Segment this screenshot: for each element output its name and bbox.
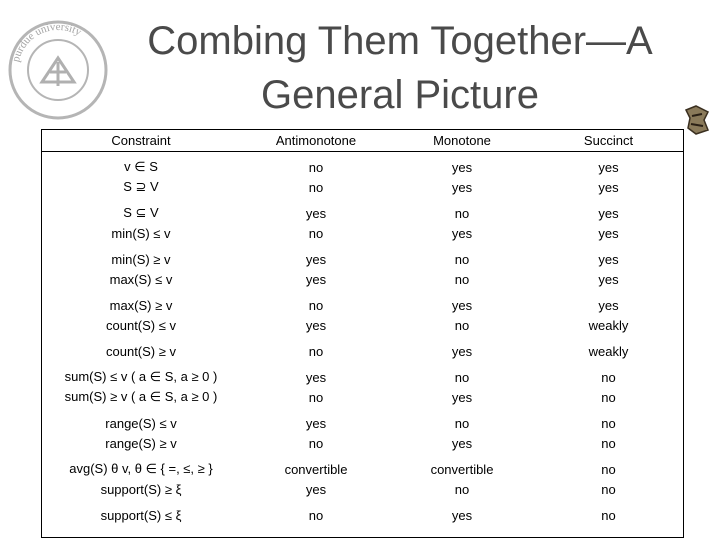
cell-succinct: no bbox=[601, 369, 616, 385]
title-line-2: General Picture bbox=[261, 73, 539, 117]
cell-antimonotone: no bbox=[308, 159, 324, 175]
slide-title bbox=[120, 14, 680, 122]
cell-succinct: yes bbox=[598, 159, 619, 175]
table-row bbox=[41, 387, 684, 407]
cell-antimonotone: no bbox=[308, 343, 324, 359]
cell-succinct: yes bbox=[598, 297, 619, 313]
cell-succinct: no bbox=[601, 389, 616, 405]
cell-succinct: no bbox=[601, 461, 616, 477]
cell-monotone: yes bbox=[451, 159, 473, 175]
cell-monotone: yes bbox=[451, 435, 473, 451]
cell-succinct: weakly bbox=[588, 317, 629, 333]
cell-succinct: yes bbox=[598, 251, 619, 267]
table-row bbox=[41, 479, 684, 499]
cell-constraint: range(S) ≥ v bbox=[105, 435, 177, 451]
table-row bbox=[41, 407, 684, 433]
header-antimonotone: Antimonotone bbox=[275, 132, 357, 148]
cell-antimonotone: yes bbox=[305, 317, 327, 333]
table-row bbox=[41, 223, 684, 243]
cell-constraint: avg(S) θ v, θ ∈ { =, ≤, ≥ } bbox=[69, 461, 213, 476]
cell-monotone: no bbox=[454, 481, 470, 497]
cell-monotone: convertible bbox=[430, 461, 494, 477]
cell-constraint: v ∈ S bbox=[124, 159, 158, 174]
cell-antimonotone: yes bbox=[305, 415, 327, 431]
cell-antimonotone: yes bbox=[305, 271, 327, 287]
cell-monotone: yes bbox=[451, 389, 473, 405]
cell-antimonotone: no bbox=[308, 225, 324, 241]
table-row bbox=[41, 315, 684, 335]
header-succinct: Succinct bbox=[583, 132, 634, 148]
table-row bbox=[41, 151, 684, 177]
cell-antimonotone: yes bbox=[305, 369, 327, 385]
cell-succinct: yes bbox=[598, 205, 619, 221]
cell-constraint: S ⊆ V bbox=[123, 205, 159, 220]
constraint-properties-table bbox=[41, 129, 684, 525]
table-row bbox=[41, 335, 684, 361]
cell-antimonotone: no bbox=[308, 179, 324, 195]
table-row bbox=[41, 177, 684, 197]
cell-monotone: no bbox=[454, 369, 470, 385]
cell-succinct: weakly bbox=[588, 343, 629, 359]
cell-constraint: max(S) ≤ v bbox=[109, 271, 173, 287]
cell-succinct: no bbox=[601, 415, 616, 431]
cell-antimonotone: no bbox=[308, 435, 324, 451]
cell-succinct: no bbox=[601, 507, 616, 523]
cell-monotone: yes bbox=[451, 297, 473, 313]
cell-monotone: no bbox=[454, 251, 470, 267]
corner-ornament-icon bbox=[682, 104, 712, 136]
table-row bbox=[41, 197, 684, 223]
cell-antimonotone: no bbox=[308, 507, 324, 523]
cell-monotone: yes bbox=[451, 179, 473, 195]
cell-antimonotone: yes bbox=[305, 205, 327, 221]
cell-antimonotone: no bbox=[308, 297, 324, 313]
cell-succinct: yes bbox=[598, 179, 619, 195]
cell-constraint: min(S) ≤ v bbox=[111, 225, 171, 241]
cell-monotone: yes bbox=[451, 507, 473, 523]
table-header-row bbox=[41, 129, 684, 151]
table-row bbox=[41, 453, 684, 479]
cell-constraint: min(S) ≥ v bbox=[111, 251, 171, 267]
table-row bbox=[41, 243, 684, 269]
cell-constraint: max(S) ≥ v bbox=[109, 297, 173, 313]
title-line-1: Combing Them Together—A bbox=[147, 19, 653, 63]
cell-succinct: yes bbox=[598, 225, 619, 241]
table-row bbox=[41, 269, 684, 289]
cell-monotone: no bbox=[454, 317, 470, 333]
cell-succinct: no bbox=[601, 435, 616, 451]
cell-constraint: count(S) ≤ v bbox=[106, 317, 176, 333]
university-seal-logo bbox=[4, 12, 112, 120]
cell-monotone: no bbox=[454, 205, 470, 221]
cell-monotone: no bbox=[454, 271, 470, 287]
header-constraint: Constraint bbox=[111, 132, 171, 148]
cell-antimonotone: yes bbox=[305, 481, 327, 497]
cell-constraint: range(S) ≤ v bbox=[105, 415, 177, 431]
cell-monotone: yes bbox=[451, 343, 473, 359]
cell-antimonotone: convertible bbox=[284, 461, 348, 477]
table-row bbox=[41, 433, 684, 453]
cell-succinct: no bbox=[601, 481, 616, 497]
cell-constraint: count(S) ≥ v bbox=[106, 343, 176, 359]
cell-monotone: yes bbox=[451, 225, 473, 241]
cell-succinct: yes bbox=[598, 271, 619, 287]
cell-constraint: S ⊇ V bbox=[123, 179, 159, 194]
cell-constraint: support(S) ≥ ξ bbox=[100, 481, 182, 497]
cell-constraint: sum(S) ≤ v ( a ∈ S, a ≥ 0 ) bbox=[64, 369, 218, 384]
table-row bbox=[41, 499, 684, 525]
cell-antimonotone: no bbox=[308, 389, 324, 405]
svg-text:purdue university: purdue university bbox=[9, 20, 84, 64]
header-monotone: Monotone bbox=[433, 132, 491, 148]
table-row bbox=[41, 289, 684, 315]
cell-constraint: sum(S) ≥ v ( a ∈ S, a ≥ 0 ) bbox=[64, 389, 218, 404]
table-row bbox=[41, 361, 684, 387]
cell-constraint: support(S) ≤ ξ bbox=[100, 507, 182, 523]
cell-monotone: no bbox=[454, 415, 470, 431]
cell-antimonotone: yes bbox=[305, 251, 327, 267]
